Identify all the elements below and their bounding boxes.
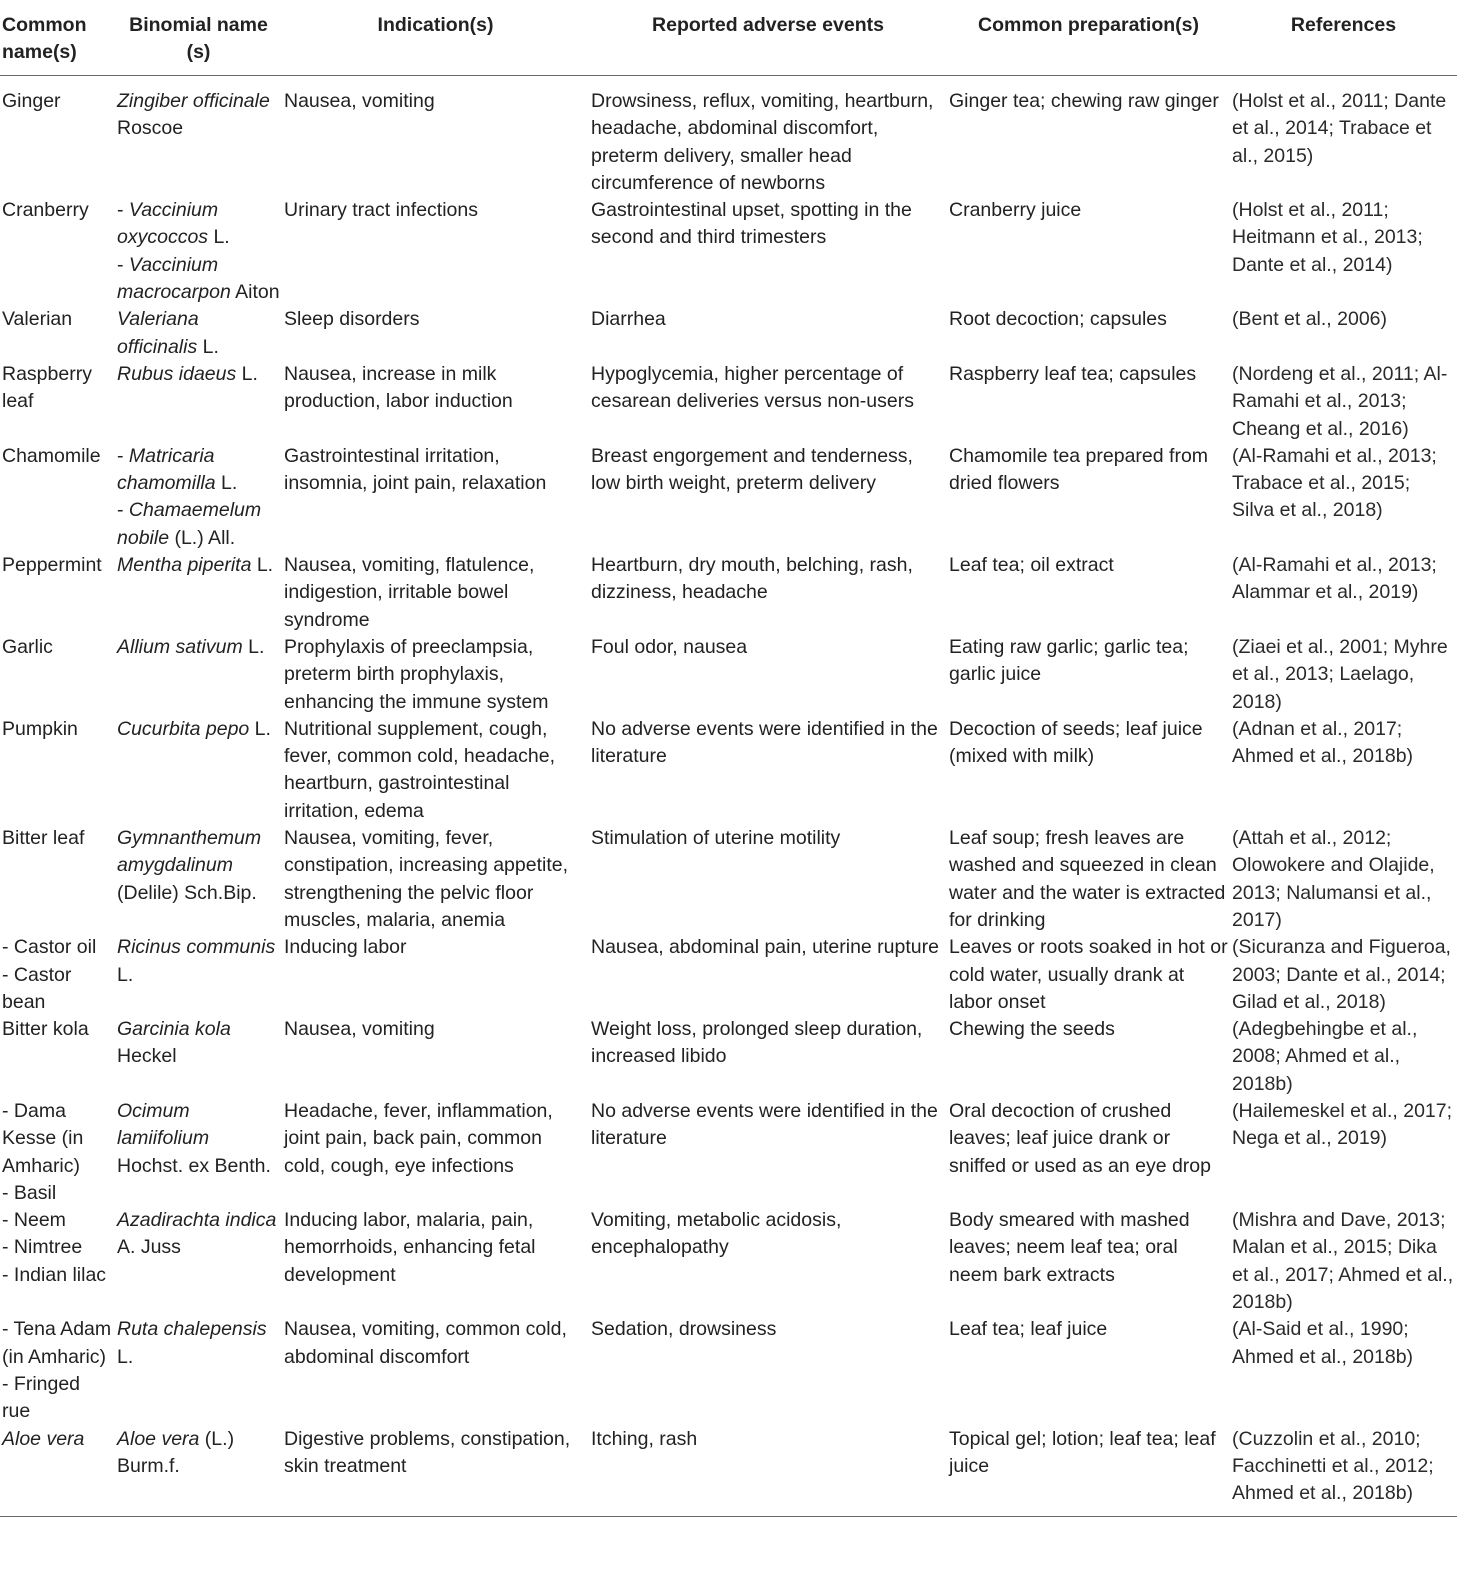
binomial-entry: - Vaccinium macrocarpon Aiton — [117, 253, 280, 304]
header-preparations: Common preparation(s) — [947, 12, 1230, 76]
binomial-authority: L. — [208, 226, 230, 249]
cell-references: (Al-Ramahi et al., 2013; Alammar et al., 2019) — [1232, 554, 1437, 604]
cell-common-name — [0, 76, 115, 198]
cell-references: (Ziaei et al., 2001; Myhre et al., 2013; Laelago, 2018) — [1232, 635, 1448, 713]
cell-references: (Holst et al., 2011; Dante et al., 2014; Trabace et al., 2015) — [1232, 90, 1447, 167]
cell-preparations: Leaf soup; fresh leaves are washed and squeezed in clean water and the water is extracted for drinking — [949, 827, 1226, 931]
cell-common-name — [0, 634, 115, 716]
common-name-text: Pumpkin — [2, 717, 78, 740]
cell-common-name — [0, 1016, 115, 1098]
cell-indications: Digestive problems, constipation, skin treatment — [282, 1426, 589, 1517]
binomial-species: Allium sativum — [117, 635, 243, 658]
cell-preparations: Leaves or roots soaked in hot or cold water, usually drank at labor onset — [949, 936, 1228, 1013]
cell-common-name — [0, 825, 115, 934]
binomial-authority: L. — [251, 554, 274, 577]
cell-indications: Headache, fever, inflammation, joint pain, back pain, common cold, cough, eye infections — [284, 1099, 553, 1177]
binomial-species: Zingiber officinale — [117, 90, 270, 112]
cell-indications: Sleep disorders — [284, 308, 420, 331]
binomial-species: Mentha piperita — [117, 554, 252, 577]
binomial-species: Vaccinium macrocarpon — [117, 253, 231, 304]
cell-binomial-name — [115, 552, 282, 634]
cell-indications: Nausea, vomiting, common cold, abdominal discomfort — [284, 1318, 567, 1368]
cell-adverse-events: Breast engorgement and tenderness, low birth weight, preterm delivery — [591, 444, 913, 495]
cell-indications: Gastrointestinal irritation, insomnia, joint pain, relaxation — [284, 444, 547, 495]
cell-binomial-name — [115, 825, 282, 934]
cell-indications: Nutritional supplement, cough, fever, common cold, headache, heartburn, gastrointestinal irritation, edema — [284, 717, 555, 822]
binomial-authority: L. — [117, 963, 134, 986]
cell-adverse-events: Foul odor, nausea — [591, 635, 748, 658]
table-row — [0, 825, 1457, 934]
common-name-text: - Basil — [2, 1181, 57, 1204]
common-name-text: - Tena Adam (in Amharic) — [2, 1318, 112, 1368]
binomial-species: Ocimum lamiifolium — [117, 1099, 210, 1150]
binomial-entry: - Matricaria chamomilla L. — [117, 444, 238, 495]
cell-common-name — [0, 1098, 115, 1207]
cell-references: (Mishra and Dave, 2013; Malan et al., 2015; Dika et al., 2017; Ahmed et al., 2018b) — [1232, 1209, 1454, 1314]
cell-indications: Nausea, vomiting — [284, 90, 435, 112]
binomial-species: Gymnanthemum amygdalinum — [117, 827, 262, 877]
header-adverse-events: Reported adverse events — [589, 12, 947, 76]
binomial-entry — [117, 634, 280, 661]
binomial-entry — [117, 1426, 280, 1481]
cell-adverse-events: Diarrhea — [591, 308, 666, 331]
cell-preparations: Raspberry leaf tea; capsules — [949, 362, 1197, 385]
cell-adverse-events: Weight loss, prolonged sleep duration, increased libido — [591, 1018, 923, 1068]
cell-indications: Nausea, vomiting — [284, 1018, 435, 1041]
cell-preparations: Chamomile tea prepared from dried flowers — [949, 444, 1209, 495]
cell-indications: Prophylaxis of preeclampsia, preterm birth prophylaxis, enhancing the immune system — [284, 635, 549, 713]
table-row — [0, 634, 1457, 716]
cell-references: (Hailemeskel et al., 2017; Nega et al., 2019) — [1232, 1099, 1453, 1150]
cell-binomial-name — [115, 76, 282, 198]
binomial-entry — [117, 934, 280, 989]
binomial-species: Valeriana officinalis — [117, 308, 199, 358]
cell-references: (Al-Said et al., 1990; Ahmed et al., 2018b) — [1232, 1318, 1414, 1368]
binomial-authority: L. — [242, 635, 265, 658]
binomial-entry — [117, 1098, 280, 1180]
table-header-row — [0, 12, 1457, 76]
cell-indications: Nausea, vomiting, fever, constipation, increasing appetite, strengthening the pelvic floor muscles, malaria, anemia — [284, 827, 569, 931]
binomial-entry — [117, 825, 280, 907]
cell-common-name — [0, 1316, 115, 1425]
table-row — [0, 197, 1457, 306]
cell-references: (Nordeng et al., 2011; Al-Ramahi et al., 2013; Cheang et al., 2016) — [1232, 362, 1448, 440]
binomial-species: Chamaemelum nobile — [117, 499, 262, 549]
binomial-authority: Aiton — [230, 281, 280, 304]
cell-adverse-events: Stimulation of uterine motility — [591, 827, 841, 850]
cell-indications: Nausea, increase in milk production, labor induction — [284, 362, 513, 413]
cell-common-name — [0, 1426, 115, 1517]
common-name-text: - Neem — [2, 1209, 66, 1232]
cell-references: (Cuzzolin et al., 2010; Facchinetti et al., 2012; Ahmed et al., 2018b) — [1230, 1426, 1457, 1517]
binomial-entry — [117, 306, 280, 361]
binomial-authority: Roscoe — [117, 117, 184, 140]
binomial-species: Rubus idaeus — [117, 362, 237, 385]
cell-preparations: Body smeared with mashed leaves; neem leaf tea; oral neem bark extracts — [949, 1209, 1190, 1286]
binomial-species: Matricaria chamomilla — [117, 444, 216, 495]
header-common-name: Common name(s) — [0, 12, 115, 76]
common-name-text: Chamomile — [2, 444, 101, 467]
table-row — [0, 1098, 1457, 1207]
cell-binomial-name — [115, 1316, 282, 1425]
cell-binomial-name — [115, 1098, 282, 1207]
binomial-authority: A. Juss — [117, 1236, 181, 1259]
cell-references: (Holst et al., 2011; Heitmann et al., 2013; Dante et al., 2014) — [1232, 199, 1423, 276]
cell-preparations: Oral decoction of crushed leaves; leaf juice drank or sniffed or used as an eye drop — [949, 1099, 1211, 1177]
cell-binomial-name — [115, 306, 282, 361]
cell-common-name — [0, 716, 115, 825]
cell-indications: Urinary tract infections — [284, 199, 478, 222]
cell-adverse-events: Sedation, drowsiness — [591, 1318, 777, 1341]
common-name-text: Raspberry leaf — [2, 362, 92, 413]
binomial-authority: L. — [249, 717, 271, 740]
cell-adverse-events: No adverse events were identified in the literature — [591, 717, 938, 768]
common-name-text: - Indian lilac — [2, 1263, 107, 1286]
cell-binomial-name — [115, 1426, 282, 1517]
header-references: References — [1230, 12, 1457, 76]
common-name-text: - Nimtree — [2, 1236, 83, 1259]
binomial-entry — [117, 1316, 280, 1371]
cell-binomial-name — [115, 934, 282, 1016]
cell-common-name — [0, 934, 115, 1016]
cell-adverse-events: Nausea, abdominal pain, uterine rupture — [591, 936, 939, 959]
binomial-species: Vaccinium oxycoccos — [117, 199, 219, 249]
cell-references: (Adegbehingbe et al., 2008; Ahmed et al., 2018b) — [1232, 1018, 1418, 1095]
binomial-authority: (Delile) Sch.Bip. — [117, 881, 257, 904]
cell-common-name — [0, 361, 115, 443]
binomial-species: Aloe vera — [117, 1427, 200, 1450]
table-row — [0, 76, 1457, 198]
table-row — [0, 1426, 1457, 1517]
cell-binomial-name — [115, 197, 282, 306]
binomial-entry: - Vaccinium oxycoccos L. — [117, 199, 230, 249]
binomial-entry — [117, 716, 280, 743]
cell-preparations: Leaf tea; oil extract — [949, 554, 1114, 577]
cell-adverse-events: Hypoglycemia, higher percentage of cesarean deliveries versus non-users — [591, 362, 914, 413]
cell-preparations: Root decoction; capsules — [949, 308, 1167, 331]
binomial-authority: L. — [215, 472, 238, 495]
header-binomial-name: Binomial name (s) — [115, 12, 282, 76]
cell-preparations: Ginger tea; chewing raw ginger — [949, 90, 1219, 112]
binomial-species: Cucurbita pepo — [117, 717, 250, 740]
cell-binomial-name — [115, 716, 282, 825]
cell-preparations: Chewing the seeds — [949, 1018, 1115, 1041]
cell-adverse-events: Itching, rash — [589, 1426, 947, 1517]
cell-common-name — [0, 197, 115, 306]
binomial-entry — [117, 1207, 280, 1262]
binomial-species: Azadirachta indica — [117, 1209, 277, 1232]
cell-indications: Inducing labor — [284, 936, 407, 959]
cell-common-name — [0, 443, 115, 552]
binomial-species: Ruta chalepensis — [117, 1318, 267, 1341]
binomial-entry — [117, 361, 280, 388]
common-name-text: - Castor oil — [2, 936, 97, 959]
cell-binomial-name — [115, 443, 282, 552]
cell-indications: Nausea, vomiting, flatulence, indigestion, irritable bowel syndrome — [284, 554, 535, 631]
binomial-entry — [117, 1016, 280, 1071]
cell-adverse-events: Drowsiness, reflux, vomiting, heartburn, headache, abdominal discomfort, preterm delivery, smaller head circumference of newborns — [591, 90, 934, 194]
header-indications: Indication(s) — [282, 12, 589, 76]
common-name-text: Bitter kola — [2, 1018, 89, 1041]
cell-common-name — [0, 306, 115, 361]
table-row — [0, 1016, 1457, 1098]
cell-indications: Inducing labor, malaria, pain, hemorrhoids, enhancing fetal development — [284, 1209, 536, 1286]
table-row — [0, 1207, 1457, 1316]
table-body — [0, 76, 1457, 1517]
cell-adverse-events: No adverse events were identified in the literature — [591, 1099, 938, 1150]
common-name-text: Cranberry — [2, 199, 89, 222]
cell-adverse-events: Heartburn, dry mouth, belching, rash, dizziness, headache — [591, 554, 913, 604]
cell-preparations: Eating raw garlic; garlic tea; garlic juice — [949, 635, 1189, 686]
common-name-text: Ginger — [2, 90, 61, 112]
table-row — [0, 934, 1457, 1016]
binomial-authority: (L.) All. — [169, 526, 236, 549]
cell-references: (Attah et al., 2012; Olowokere and Olajide, 2013; Nalumansi et al., 2017) — [1232, 827, 1435, 931]
binomial-species: Garcinia kola — [117, 1018, 231, 1041]
cell-references: (Al-Ramahi et al., 2013; Trabace et al., 2015; Silva et al., 2018) — [1232, 444, 1437, 522]
cell-preparations: Cranberry juice — [949, 199, 1082, 222]
binomial-entry: - Chamaemelum nobile (L.) All. — [117, 499, 262, 549]
binomial-species: Ricinus communis — [117, 936, 276, 959]
common-name-text: Peppermint — [2, 554, 102, 577]
cell-preparations: Decoction of seeds; leaf juice (mixed with milk) — [949, 717, 1203, 768]
cell-binomial-name — [115, 1207, 282, 1316]
herbal-medicines-table — [0, 12, 1457, 1517]
binomial-entry — [117, 552, 280, 579]
cell-binomial-name — [115, 361, 282, 443]
common-name-text: Valerian — [2, 308, 73, 331]
cell-references: (Sicuranza and Figueroa, 2003; Dante et al., 2014; Gilad et al., 2018) — [1232, 936, 1451, 1013]
binomial-authority: (L.) Burm.f. — [117, 1427, 235, 1477]
binomial-entry — [117, 88, 280, 143]
cell-common-name — [0, 1207, 115, 1316]
common-name-text: Aloe vera — [2, 1427, 85, 1450]
cell-common-name — [0, 552, 115, 634]
binomial-authority: L. — [236, 362, 258, 385]
common-name-text: Garlic — [2, 635, 53, 658]
common-name-text: - Dama Kesse (in Amharic) — [2, 1099, 84, 1177]
cell-binomial-name — [115, 1016, 282, 1098]
common-name-text: - Castor bean — [2, 963, 72, 1013]
cell-adverse-events: Gastrointestinal upset, spotting in the second and third trimesters — [591, 199, 912, 249]
binomial-authority: Hochst. ex Benth. — [117, 1154, 271, 1177]
table-row — [0, 1316, 1457, 1425]
table-row — [0, 552, 1457, 634]
cell-binomial-name — [115, 634, 282, 716]
table-row — [0, 306, 1457, 361]
cell-references: (Bent et al., 2006) — [1232, 308, 1388, 331]
binomial-authority: L. — [117, 1345, 134, 1368]
table-row — [0, 716, 1457, 825]
binomial-authority: L. — [197, 335, 219, 358]
cell-preparations: Leaf tea; leaf juice — [949, 1318, 1108, 1341]
binomial-authority: Heckel — [117, 1045, 177, 1068]
cell-adverse-events: Vomiting, metabolic acidosis, encephalopathy — [591, 1209, 842, 1259]
table-row — [0, 443, 1457, 552]
common-name-text: - Fringed rue — [2, 1372, 81, 1423]
cell-references: (Adnan et al., 2017; Ahmed et al., 2018b) — [1232, 717, 1414, 768]
common-name-text: Bitter leaf — [2, 827, 85, 850]
cell-preparations: Topical gel; lotion; leaf tea; leaf juice — [947, 1426, 1230, 1517]
table-row — [0, 361, 1457, 443]
